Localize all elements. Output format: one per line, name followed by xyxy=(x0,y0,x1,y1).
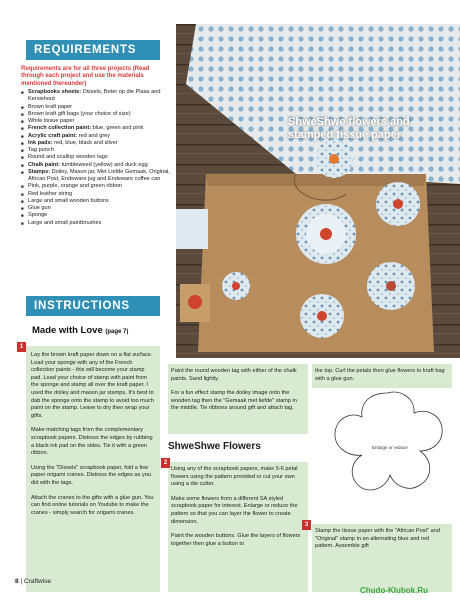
requirement-label: Ink pads: xyxy=(28,139,53,146)
requirement-item xyxy=(21,169,171,184)
requirement-label: Acrylic craft paint: xyxy=(28,132,78,139)
requirement-label: French collection paint: xyxy=(28,125,92,132)
step1-text xyxy=(31,352,155,524)
instruction-paragraph: Make matching tags from the complementary scrapbook papers. Distress the edges by rubbing a black ink pad on the sides. Tie it with a green ribbon. xyxy=(31,427,153,457)
step3-number: 3 xyxy=(302,520,311,530)
requirement-text: Doiley, Mason jar, Met Liefde Gemaak, Original, African Post, Endeware jug and Endeware coffee can xyxy=(28,168,170,182)
instruction-paragraph: For a fun effect stamp the doiley image onto the wooden tag then the "Gemaak met liefde" stamp in the middle. Tie ribbons around gift and attach tag. xyxy=(171,390,297,412)
flower-template xyxy=(320,385,455,503)
requirement-label: Chalk paint: xyxy=(28,161,61,168)
requirements-heading: REQUIREMENTS xyxy=(26,40,160,60)
requirement-item xyxy=(21,133,171,140)
template-label: Enlarge or reduce xyxy=(372,445,408,450)
instruction-paragraph: Make some flowers from a different SA styled scrapbook paper for interest. Enlarge or reduce the pattern so that you can layer the flower to create dimension. xyxy=(171,495,298,525)
watermark: Chudo-Klubok.Ru xyxy=(360,586,428,595)
footer-separator: | xyxy=(20,578,23,585)
instruction-paragraph: Paint the wooden buttons. Glue the layers of flowers together then glue a button to xyxy=(171,533,301,547)
step2-number: 2 xyxy=(161,458,170,468)
requirement-text: Brown kraft gift bags (your choice of size) xyxy=(28,110,131,117)
requirements-list xyxy=(21,89,171,227)
requirement-text: Glue gun xyxy=(28,205,51,211)
requirement-text: red and grey xyxy=(77,132,111,139)
photo-overlay-title: ShweShwe flowers and stamped tissue paper xyxy=(288,116,410,141)
step2-text xyxy=(171,466,305,555)
instruction-paragraph: Using any of the scrapbook papers, make 5-6 petal flowers using the pattern provided or cut your own using a die cutter. xyxy=(171,466,298,488)
instruction-paragraph: Paint the round wooden tag with either of the chalk paints. Sand lightly. xyxy=(171,368,297,382)
requirement-item xyxy=(21,220,171,227)
requirement-text: blue, green and pink xyxy=(91,125,144,132)
project-page-ref: (page 7) xyxy=(105,329,129,335)
requirement-text: Tag punch xyxy=(28,147,54,153)
footer xyxy=(15,578,51,585)
requirement-text: Brown kraft paper xyxy=(28,103,73,110)
col3-top-text: the top. Curl the petals then glue flowers to kraft bag with a glue gun. xyxy=(315,368,445,382)
requirement-item xyxy=(21,111,171,118)
page-number: 8 xyxy=(15,578,19,585)
requirement-item xyxy=(21,162,171,169)
requirement-item xyxy=(21,205,171,212)
requirement-text: Pink, purple, orange and green ribbon xyxy=(28,183,122,190)
requirement-text: red, blue, black and silver xyxy=(52,139,118,146)
requirement-item xyxy=(21,118,171,125)
instruction-paragraph: Attach the cranes to the gifts with a glue gun. You can find online tutorials on Youtube to make the cranes - simply search for origami cranes. xyxy=(31,494,154,516)
requirement-text: Dissels, Beter op die Plaas and Kersiehout xyxy=(28,89,161,103)
project-title xyxy=(32,325,128,336)
requirement-item xyxy=(21,89,171,104)
requirement-item xyxy=(21,191,171,198)
requirement-text: Red leather string xyxy=(28,190,73,197)
step1-number: 1 xyxy=(17,342,26,352)
requirement-text: Large and small paintbrushes xyxy=(28,219,102,226)
step3-text: Stamp the tissue paper with the "African Post" and "Original" stamp in an alternating blue and red pattern. Assemble gift xyxy=(315,528,440,550)
requirement-item xyxy=(21,198,171,205)
requirement-text: White tissue paper xyxy=(28,118,75,124)
requirement-text: Round and scallop wooden tags xyxy=(28,154,108,161)
magazine-name: Craftwise xyxy=(23,578,52,585)
requirement-text: Sponge xyxy=(28,212,48,219)
requirement-label: Scrapbooks sheets: xyxy=(28,89,82,95)
craft-photo xyxy=(176,24,460,358)
col2-text xyxy=(171,368,305,420)
shweshwe-section-title: ShweShwe Flowers xyxy=(168,441,261,452)
project-title-text: Made with Love xyxy=(32,325,103,336)
instruction-paragraph: Lay the brown kraft paper down on a flat surface. Load your sponge with any of the French collection paints - this will become your stamp pad. Load your choice of stamp with paint from the sponge and stamp all over the kraft paper. I used the doiley and mason jar stamps. It's best to dab the sponge onto the stamp to avoid too much paint on the stamp. Leave to dry then wrap your gifts. xyxy=(31,352,154,419)
instructions-heading: INSTRUCTIONS xyxy=(26,296,160,316)
requirement-item xyxy=(21,183,171,190)
requirement-text: Large and small wooden buttons xyxy=(28,197,109,204)
requirement-item xyxy=(21,140,171,147)
instruction-paragraph: Using the "Dissels" scrapbook paper, fold a few paper origami cranes. Distress the edges as you did with the tags. xyxy=(31,464,152,486)
requirement-label: Stamps: xyxy=(28,168,51,175)
requirement-item xyxy=(21,154,171,161)
requirement-text: tumbleweed (yellow) and duck egg xyxy=(60,161,148,168)
requirement-item xyxy=(21,147,171,154)
requirement-item xyxy=(21,125,171,132)
craft-photo-illustration xyxy=(176,24,460,358)
requirements-intro: Requirements are for all three projects (Read through each project and use the materials mentioned thereunder) xyxy=(21,66,150,87)
requirement-item xyxy=(21,212,171,219)
requirement-item xyxy=(21,104,171,111)
